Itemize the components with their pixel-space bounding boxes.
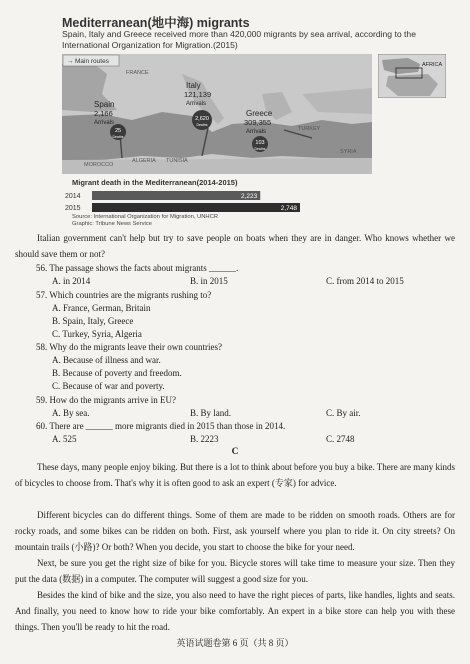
figure-subtitle: Spain, Italy and Greece received more than 420,000 migrants by sea arrival, according to the International Organization for Migration.(2015) (62, 29, 416, 50)
italy-deaths-label: Deaths (196, 123, 208, 127)
svg-text:→: → (67, 58, 74, 65)
question-59-stem: 59. How do the migrants arrive in EU? (36, 395, 176, 405)
passage-paragraph-3: Next, be sure you get the right size of bike for you. Bicycle stores will take time to measure your size. Then they put the data (数据) in a computer. The computer will suggest a good size for you. (15, 558, 455, 584)
italy-arrivals-label: Arrivals (186, 101, 207, 107)
figure-source (72, 214, 218, 228)
question-59-option-a: A. By sea. (52, 408, 90, 418)
bar-category-label: 2014 (65, 193, 81, 200)
question-57-option-c: C. Turkey, Syria, Algeria (52, 329, 142, 339)
question-60-option-b: B. 2223 (190, 434, 219, 444)
question-56-option-c: C. from 2014 to 2015 (326, 276, 404, 286)
question-56-stem: 56. The passage shows the facts about migrants ______. (36, 263, 239, 273)
question-57-stem: 57. Which countries are the migrants rushing to? (36, 290, 212, 300)
bar-value-label: 2,223 (240, 193, 258, 200)
bar-2015 (92, 203, 300, 212)
label-tunisia: TUNISIA (166, 158, 188, 164)
inset-map (378, 54, 446, 98)
question-58-option-a: A. Because of illness and war. (52, 355, 161, 365)
passage-paragraph-1: These days, many people enjoy biking. But there is a lot to think about before you buy a bike. There are many kinds of bicycles to choose from. That's why it is often good to ask an expert (专家) for advice. (15, 462, 455, 488)
label-turkey: TURKEY (298, 126, 321, 132)
greece-arrivals-label: Arrivals (246, 129, 267, 135)
section-c-heading: C (231, 447, 239, 457)
question-60-stem: 60. There are ______ more migrants died in 2015 than those in 2014. (36, 421, 286, 431)
question-58-option-c: C. Because of war and poverty. (52, 381, 165, 391)
spain-deaths: 25 (114, 128, 122, 134)
greece-arrivals: 309,355 (244, 118, 272, 127)
greece-deaths: 103 (255, 140, 265, 146)
page-footer: 英语试题卷第 6 页（共 8 页） (176, 638, 294, 648)
question-58-stem: 58. Why do the migrants leave their own countries? (36, 342, 223, 352)
question-59-option-c: C. By air. (326, 408, 361, 418)
bar-category-label: 2015 (65, 205, 81, 212)
mediterranean-map (62, 54, 372, 174)
italy-name: Italy (186, 81, 201, 90)
inset-label: AFRICA (422, 62, 443, 68)
label-algeria: ALGERIA (132, 158, 156, 164)
question-57-option-a: A. France, German, Britain (52, 303, 151, 313)
label-syria: SYRIA (340, 149, 357, 155)
source-line: Source: International Organization for Migration, UNHCR (72, 214, 218, 220)
label-france: FRANCE (126, 70, 149, 76)
question-60-option-a: A. 525 (52, 434, 77, 444)
question-56-option-b: B. in 2015 (190, 276, 228, 286)
intro-text: Italian government can't help but try to save people on boats when they are in danger. Who knows whether we should save them or not? (15, 233, 455, 259)
question-60-option-c: C. 2748 (326, 434, 355, 444)
graphic-line: Graphic: Tribune News Service (72, 221, 152, 227)
spain-arrivals: 2,166 (94, 109, 113, 118)
death-bar-chart (62, 188, 312, 214)
passage-paragraph-2: Different bicycles can do different things. Some of them are made to be ridden on smooth roads. Others are for rocky roads, and some bikes can be ridden on both. First, ask yourself where you plan to ride it. On city streets? On mountain trails (小路)? Or both? When you decide, you start to choose the bike for your need. (15, 510, 455, 552)
passage-paragraph-4: Besides the kind of bike and the size, you also need to have the right pieces of parts, like handles, lights and seats. And finally, you need to know how to ride your bike comfortably. An expert in a bike store can help you with these things. Then you'll be ready to hit the road. (15, 590, 455, 632)
figure-title: Mediterranean(地中海) migrants (62, 16, 250, 30)
question-56-option-a: A. in 2014 (52, 276, 91, 286)
spain-deaths-label: Deaths (112, 135, 124, 139)
label-morocco: MOROCCO (84, 162, 114, 168)
question-58-option-b: B. Because of poverty and freedom. (52, 368, 182, 378)
greece-name: Greece (246, 109, 273, 118)
greece-deaths-label: Deaths (254, 147, 266, 151)
spain-arrivals-label: Arrivals (94, 120, 115, 126)
question-59-option-b: B. By land. (190, 408, 232, 418)
legend-label: Main routes (75, 58, 109, 65)
spain-name: Spain (94, 100, 115, 109)
bar-value-label: 2,748 (280, 205, 297, 212)
chart-title: Migrant death in the Mediterranean(2014-2015) (72, 178, 238, 187)
italy-deaths: 2,620 (195, 116, 209, 122)
bar-2014 (92, 191, 260, 200)
italy-arrivals: 121,139 (184, 90, 212, 99)
question-57-option-b: B. Spain, Italy, Greece (52, 316, 134, 326)
